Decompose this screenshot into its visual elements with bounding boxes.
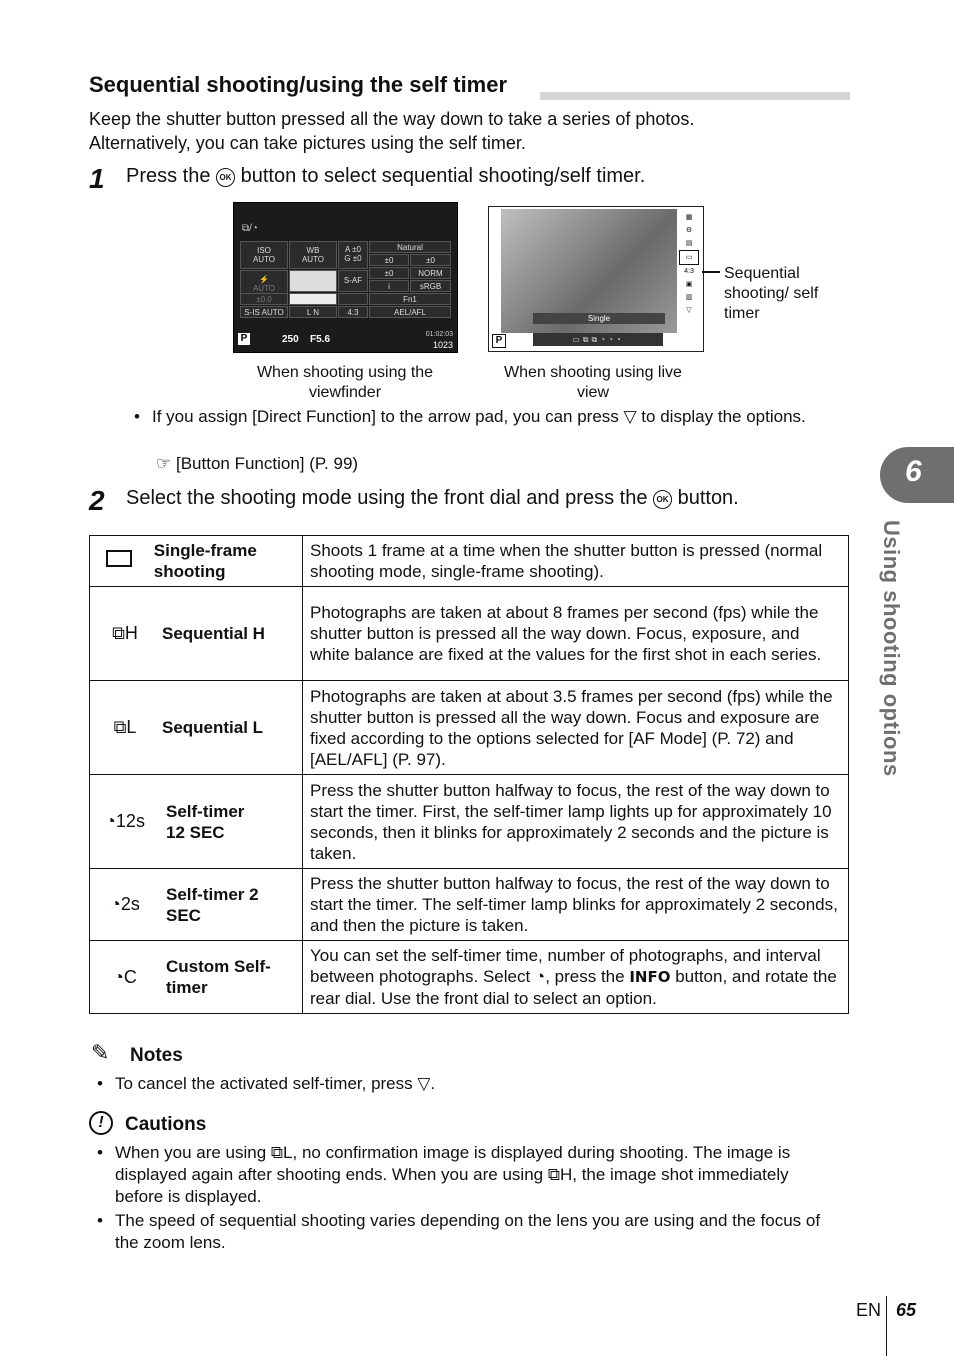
vf-fn1: Fn1 <box>403 295 417 304</box>
mode-cell <box>90 536 303 587</box>
cautions-title: Cautions <box>125 1114 207 1135</box>
mode-name: Self-timer 2 SEC <box>166 884 259 925</box>
step-2-text-after: button. <box>677 487 739 509</box>
self-timer-12s-icon: ◔12s <box>105 811 145 831</box>
shooting-mode-table <box>89 535 849 1014</box>
ok-button-icon: OK <box>653 490 672 509</box>
vf-count: 1023 <box>432 340 453 350</box>
mode-name: Sequential L <box>162 718 264 737</box>
info-button-label: INFO <box>629 968 671 986</box>
intro-line-1: Keep the shutter button pressed all the way down to take a series of photos. <box>89 109 695 129</box>
reference-line <box>156 453 358 475</box>
callout-line <box>702 271 720 273</box>
mode-name: Single-frame shooting <box>153 541 257 581</box>
mode-desc: Press the shutter button halfway to focus, the rest of the way down to start the timer. The self-timer lamp blinks for approximately 2 seconds, and then the picture is taken. <box>303 869 849 941</box>
vf-picture-mode: Natural <box>397 243 423 252</box>
vf-sharpness: ±0 <box>384 256 394 265</box>
vf-s3-cell <box>369 267 409 279</box>
notes-pencil-icon: ✎ <box>91 1040 110 1065</box>
vf-flash-cell: ⚡ AUTO <box>240 270 288 298</box>
page-number: 65 <box>896 1300 917 1320</box>
mode-cell <box>90 775 303 869</box>
step-1-text <box>126 165 645 188</box>
vf-wb-label: WB <box>306 246 320 255</box>
vf-gradation: NORM <box>418 269 443 278</box>
mode-desc-after: button, and rotate the rear dial. Use the front dial to select an option. <box>310 967 837 1008</box>
vf-ratio-cell <box>338 306 368 318</box>
vf-ael-cell <box>369 306 451 318</box>
vf-iso-value: AUTO <box>252 255 276 264</box>
vf-wb-cell <box>289 241 337 269</box>
mode-desc <box>303 941 849 1014</box>
vf-time: 01:02:03 <box>425 331 453 338</box>
mode-cell <box>90 869 303 941</box>
bullet-dot: • <box>97 1211 103 1230</box>
footer-language: EN <box>856 1300 882 1320</box>
reference-text: [Button Function] (P. 99) <box>175 454 359 473</box>
vf-picture-mode-cell <box>369 241 451 253</box>
vf-i-enhance: i <box>388 282 390 291</box>
vf-image-quality: L N <box>306 308 320 317</box>
caution-icon: ! <box>89 1111 113 1135</box>
vf-s2-cell <box>410 254 451 266</box>
sequential-h-icon: ⧉H <box>112 623 138 643</box>
table-row <box>90 775 849 869</box>
mode-cell <box>90 681 303 775</box>
chapter-number: 6 <box>905 455 922 488</box>
step-2-text-before: Select the shooting mode using the front dial and press the <box>126 487 648 509</box>
vf-contrast: ±0 <box>426 256 435 265</box>
vf-saturation: ±0 <box>384 269 394 278</box>
lv-single-label: Single <box>533 313 665 324</box>
vf-shutter: 250 <box>282 334 299 345</box>
mode-desc: Photographs are taken at about 3.5 frames per second (fps) while the shutter button is pressed all the way down. Focus and exposure are fixed according to the options selected for [AF Mode] (P. 72) and [AEL/AFL] (P. 97). <box>303 681 849 775</box>
vf-mode-badge: P <box>238 333 250 345</box>
mode-desc: Press the shutter button halfway to focus, the rest of the way down to start the timer. First, the self-timer lamp lights up for approximately 10 seconds, then it blinks for approximately 2 seconds and the picture is taken. <box>303 775 849 869</box>
step-1-text-before: Press the <box>126 165 211 187</box>
mode-cell <box>90 941 303 1014</box>
vf-iso-label: ISO <box>257 246 271 255</box>
step-1-number: 1 <box>89 163 105 194</box>
mode-desc: Photographs are taken at about 8 frames per second (fps) while the shutter button is pressed all the way down. Focus, exposure, and white balance are fixed at the values for the first shot in each series. <box>303 587 849 681</box>
notes-title: Notes <box>130 1045 183 1066</box>
vf-iso-cell <box>240 241 288 269</box>
table-row <box>90 681 849 775</box>
bullet-dot: • <box>134 407 140 426</box>
ok-button-icon: OK <box>216 168 235 187</box>
vf-ael-afl: AEL/AFL <box>393 308 426 317</box>
vf-flash-comp-cell <box>240 293 288 305</box>
vf-i-cell <box>369 280 409 292</box>
vf-saf-cell <box>338 270 368 292</box>
mode-desc: Shoots 1 frame at a time when the shutter button is pressed (normal shooting mode, single-frame shooting). <box>303 536 849 587</box>
bullet-dot: • <box>97 1074 103 1093</box>
lv-ratio: 4:3 <box>684 268 694 275</box>
vf-fn1-cell <box>369 293 451 305</box>
vf-metering-cell <box>338 293 368 305</box>
section-title: Sequential shooting/using the self timer <box>89 72 508 97</box>
vf-color-space: sRGB <box>419 282 442 291</box>
table-row <box>90 536 849 587</box>
vf-stabilizer: S-IS AUTO <box>244 308 284 317</box>
vf-sis-cell <box>240 306 288 318</box>
vf-ag-cell <box>338 241 368 269</box>
chapter-side-title <box>880 520 930 790</box>
vf-af-mode: S-AF <box>343 276 363 285</box>
vf-g-value: G ±0 <box>344 254 362 263</box>
self-timer-2s-icon: ◔2s <box>110 894 140 914</box>
mode-cell <box>90 587 303 681</box>
table-row <box>90 869 849 941</box>
bullet-direct-function: If you assign [Direct Function] to the arrow pad, you can press ▽ to display the options. <box>152 407 806 426</box>
mode-name: Self-timer 12 SEC <box>166 801 245 842</box>
vf-flash-comp: ±0.0 <box>256 295 272 304</box>
lv-drive-options: ▭⧉⧉◔◔◔ <box>533 333 663 346</box>
vf-srgb-cell <box>410 280 451 292</box>
callout-label: Sequential shooting/ self timer <box>724 265 819 322</box>
lv-mode-badge: P <box>492 334 506 348</box>
custom-self-timer-icon: ◔C <box>113 966 137 987</box>
caption-viewfinder: When shooting using the viewfinder <box>256 364 434 401</box>
vf-aperture: F5.6 <box>310 334 331 345</box>
step-2-text <box>126 487 739 510</box>
title-underline-bar <box>540 92 850 100</box>
single-frame-icon <box>90 550 148 572</box>
intro-line-2: Alternatively, you can take pictures using the self timer. <box>89 133 526 153</box>
vf-aspect-ratio: 4:3 <box>347 308 359 317</box>
reference-icon: ☞ <box>156 454 172 473</box>
mode-name: Sequential H <box>162 624 265 643</box>
table-row <box>90 941 849 1014</box>
step-2-number: 2 <box>89 485 105 516</box>
vf-af-target-cell <box>289 270 337 292</box>
vf-a-value: A ±0 <box>345 245 361 254</box>
bullet-dot: • <box>97 1143 103 1162</box>
chapter-title: Using shooting options <box>879 520 904 777</box>
vf-wb-value: AUTO <box>301 255 325 264</box>
caption-liveview: When shooting using live view <box>504 364 682 401</box>
caution-item: When you are using ⧉L, no confirmation image is displayed during shooting. The image is displayed again after shooting ends. When you are using ⧉H, the image shot immediately before is displayed. <box>115 1143 791 1206</box>
drive-mode-icon: ⧉/◔ <box>242 223 258 234</box>
vf-ln-cell <box>289 306 337 318</box>
vf-norm-cell <box>410 267 451 279</box>
caution-item: The speed of sequential shooting varies depending on the lens you are using and the focus of the zoom lens. <box>115 1211 821 1252</box>
mode-name: Custom Self-timer <box>166 957 271 997</box>
step-1-text-after: button to select sequential shooting/self timer. <box>240 165 646 187</box>
lv-side-icons: ▦ ⚙ ▤ ▭ 4:3 ▣ ▥ ▽ <box>679 211 699 331</box>
viewfinder-screen <box>233 202 458 353</box>
intro-text <box>89 107 849 155</box>
note-item: To cancel the activated self-timer, press ▽. <box>115 1074 436 1093</box>
liveview-screen <box>488 206 704 352</box>
table-row <box>90 587 849 681</box>
mode-desc-before: You can set the self-timer time, number of photographs, and interval between photographs. Select ◔, press the <box>310 946 821 986</box>
vf-s1-cell <box>369 254 409 266</box>
footer-divider <box>886 1296 887 1356</box>
sequential-l-icon: ⧉L <box>113 717 137 737</box>
vf-drive-cell <box>289 293 337 305</box>
vf-flash-mode: AUTO <box>252 284 276 293</box>
